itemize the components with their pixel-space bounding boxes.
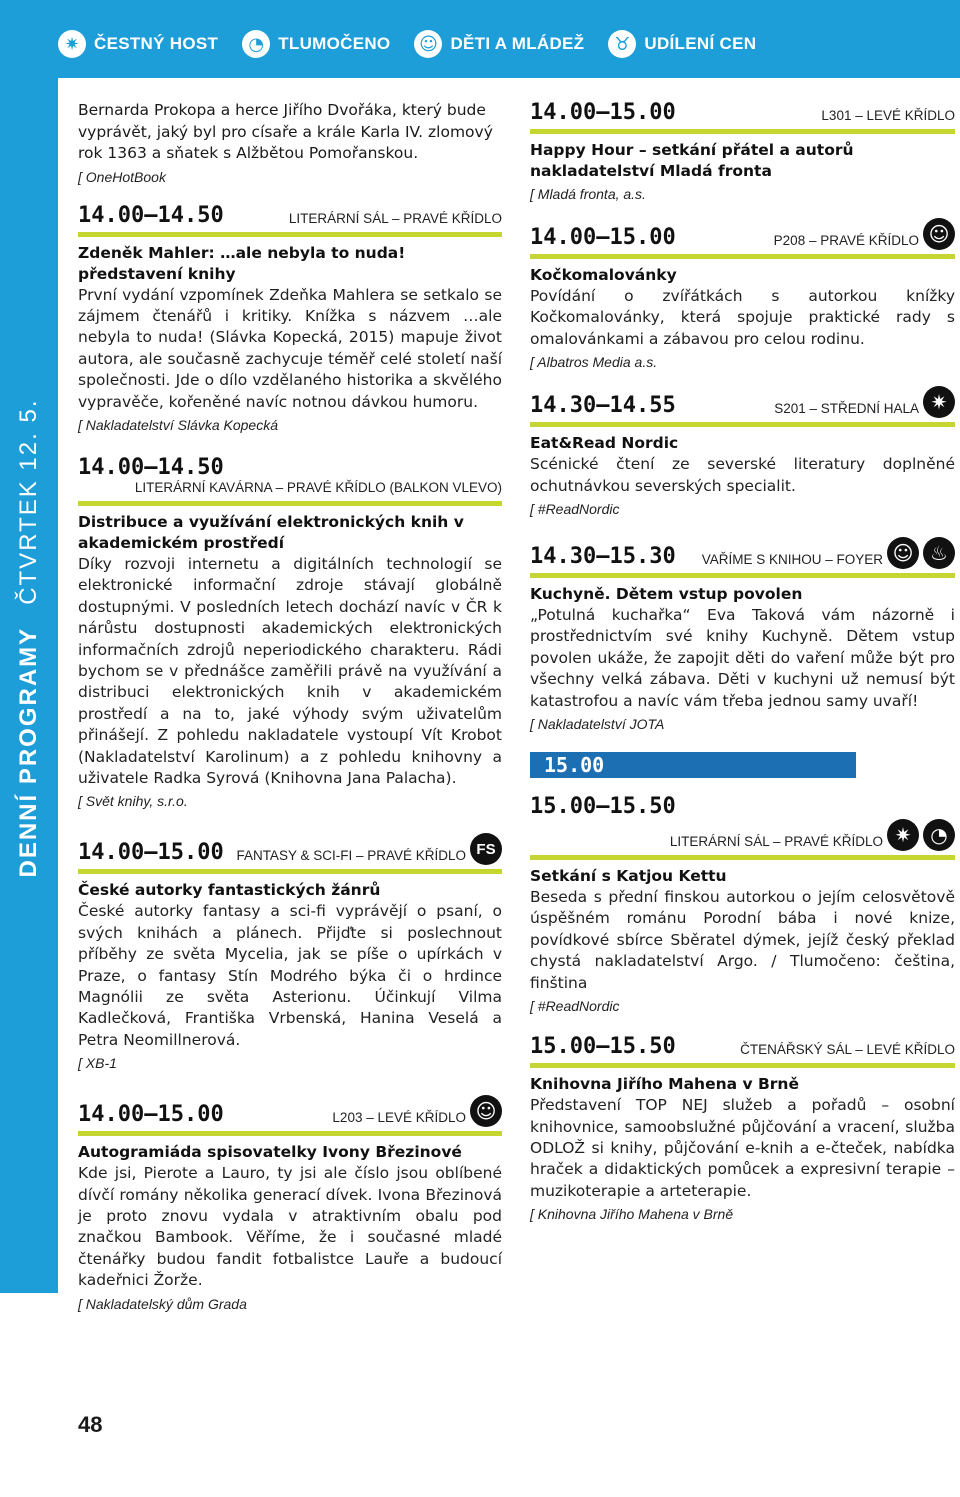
event-organizer: [ Nakladatelství Slávka Kopecká <box>78 416 278 433</box>
side-bar <box>0 78 58 1293</box>
event-time: 14.00–15.00 <box>78 840 224 866</box>
event-header <box>78 1095 502 1136</box>
event-organizer: [ #ReadNordic <box>530 998 620 1015</box>
event-title: Setkání s Katjou Kettu <box>530 867 727 886</box>
event-time: 15.00–15.50 <box>530 794 676 820</box>
smiley-icon: ☺ <box>414 30 442 58</box>
day-label: ČTVRTEK 12. 5. <box>15 398 42 605</box>
left-column <box>78 100 502 1314</box>
event-location: LITERÁRNÍ SÁL – PRAVÉ KŘÍDLO <box>669 834 883 850</box>
smiley-icon: ☺ <box>470 1095 502 1127</box>
event-description: Představení TOP NEJ služeb a pořadů – osobní knihovnice, samoobslužné půjčování a vracení, služba ODLOŽ si knihy, půjčování e-knih a e-čteček, nabídka hraček a didaktických pomůcek a expresivní terapie – muzikoterapie a arteterapie. <box>530 1096 955 1200</box>
event-location: ČTENÁŘSKÝ SÁL – LEVÉ KŘÍDLO <box>740 1042 955 1058</box>
event-time: 15.00–15.50 <box>530 1034 676 1060</box>
event-location-group <box>774 386 955 418</box>
cooking-pot-icon: ♨ <box>923 537 955 569</box>
event-location: LITERÁRNÍ KAVÁRNA – PRAVÉ KŘÍDLO (BALKON VLEVO) <box>134 479 502 495</box>
event-header <box>530 386 955 427</box>
star-icon: ✷ <box>58 30 86 58</box>
event-organizer: [ Knihovna Jiřího Mahena v Brně <box>530 1206 734 1223</box>
event-location-group <box>702 537 955 569</box>
event-time: 14.30–15.30 <box>530 544 676 570</box>
event-location: P208 – PRAVÉ KŘÍDLO <box>773 233 919 248</box>
event-ebooks <box>78 455 502 811</box>
event-time: 14.00–15.00 <box>530 225 676 250</box>
event-time: 14.00–15.00 <box>530 100 676 125</box>
smiley-icon: ☺ <box>887 537 919 569</box>
event-location: S201 – STŘEDNÍ HALA <box>774 401 919 417</box>
event-title: Knihovna Jiřího Mahena v Brně <box>530 1075 799 1094</box>
event-location-group <box>774 218 955 250</box>
event-header <box>530 1034 955 1068</box>
event-organizer: [ Mladá fronta, a.s. <box>530 186 646 202</box>
legend-item-awards <box>608 30 756 58</box>
legend-item-kids <box>414 30 584 58</box>
time-divider-label: 15.00 <box>530 752 856 778</box>
event-description: První vydání vzpomínek Zdeňka Mahlera se setkalo se zájmem čtenářů i kritiky. Knížka s názvem …ale nebyla to nuda! (Slávka Kopecká, 2015) mapuje život autora, ale současně zachycuje téměř celé století naší společnosti. Jde o dílo vzdělaného historika a skvělého vypravěče, kořeněné navíc notnou dávkou humoru. <box>78 285 502 411</box>
event-title: Kočkomalovánky <box>530 266 677 284</box>
event-organizer: [ #ReadNordic <box>530 501 620 518</box>
legend-label: ČESTNÝ HOST <box>94 34 219 53</box>
page-number: 48 <box>78 1412 103 1437</box>
event-fantasy-authors <box>78 833 502 1073</box>
event-time: 14.00–14.50 <box>78 454 224 480</box>
legend-item-interpreted <box>242 30 390 58</box>
event-title: Eat&Read Nordic <box>530 434 679 453</box>
event-organizer: [ Nakladatelství JOTA <box>530 716 665 733</box>
intro-continuation <box>78 100 502 187</box>
event-header <box>530 819 955 860</box>
event-title: Distribuce a využívání elektronických knih v akademickém prostředí <box>78 512 464 552</box>
event-header <box>530 537 955 578</box>
event-title: Happy Hour – setkání přátel a autorů nakladatelství Mladá fronta <box>530 141 854 180</box>
event-location-group <box>332 1095 502 1127</box>
section-title: DENNÍ PROGRAMY <box>15 626 42 878</box>
event-happy-hour <box>530 100 955 204</box>
event-location: L301 – LEVÉ KŘÍDLO <box>821 108 955 123</box>
smiley-icon: ☺ <box>923 218 955 250</box>
event-description: Povídání o zvířátkách s autorkou knížky Kočkomalovánky, která spojuje praktické rady s omalovánkami a zábavou pro celou rodinu. <box>530 287 955 348</box>
fantasy-scifi-badge-icon: FS <box>470 833 502 865</box>
award-icon: ♉ <box>608 30 636 58</box>
event-description: „Potulná kuchařka“ Eva Taková vám názorně i prostřednictvím své knihy Kuchyně. Dětem vstup povolen ukáže, že zapojit děti do vaření může být pro všechny velká zábava. Děti v kuchyni už nemusí být katastrofou a navíc vám třeba jednou samy uvaří! <box>530 606 955 710</box>
event-location: L203 – LEVÉ KŘÍDLO <box>332 1110 466 1126</box>
event-knihovna-mahena <box>530 1034 955 1224</box>
event-title: České autorky fantastických žánrů <box>78 881 381 900</box>
event-header <box>530 100 955 134</box>
event-header <box>530 218 955 259</box>
event-time: 14.30–14.55 <box>530 393 676 419</box>
event-location: VAŘÍME S KNIHOU – FOYER <box>701 552 883 568</box>
event-title: Zdeněk Mahler: …ale nebyla to nuda! představení knihy <box>78 243 406 283</box>
event-mahler <box>78 203 502 435</box>
time-divider <box>530 752 955 778</box>
event-title: Kuchyně. Dětem vstup povolen <box>530 585 803 604</box>
event-location-group <box>670 819 955 851</box>
right-column <box>530 100 955 1224</box>
event-location-group <box>236 833 502 865</box>
legend-bar <box>0 0 960 78</box>
event-description: Scénické čtení ze severské literatury doplněné ochutnávkou severských specialit. <box>530 455 955 495</box>
event-organizer: [ XB-1 <box>78 1055 117 1072</box>
event-eat-read-nordic <box>530 386 955 519</box>
event-header <box>78 833 502 874</box>
speech-head-icon: ◔ <box>923 819 955 851</box>
event-organizer: [ Albatros Media a.s. <box>530 354 658 371</box>
speech-head-icon: ◔ <box>242 30 270 58</box>
intro-source: [ OneHotBook <box>78 168 166 185</box>
legend <box>58 30 780 58</box>
star-icon: ✷ <box>887 819 919 851</box>
legend-item-honored-guest <box>58 30 218 58</box>
star-icon: ✷ <box>923 386 955 418</box>
event-time: 14.00–15.00 <box>78 1102 224 1128</box>
event-title: Autogramiáda spisovatelky Ivony Březinové <box>78 1143 462 1162</box>
event-organizer: [ Svět knihy, s.r.o. <box>78 793 188 810</box>
event-description: České autorky fantasy a sci-fi vyprávějí o psaní, o svých knihách a plánech. Přijďte si poslechnout příběhy ze světa Mycelia, jak se píše o upírkách v Praze, o fantasy Stín Modrého býka či o hrdince Magnólii ze světa Asterionu. Účinkují Vilma Kadlečková, Františka Vrbenská, Hanina Veselá a Petra Neomillnerová. <box>78 902 502 1049</box>
event-katja-kettu <box>530 794 955 1016</box>
event-location: FANTASY & SCI-FI – PRAVÉ KŘÍDLO <box>236 848 466 864</box>
event-kuchyne <box>530 537 955 734</box>
event-header <box>78 480 502 506</box>
event-kockomalovanky <box>530 218 955 372</box>
event-time: 14.00–14.50 <box>78 202 224 228</box>
event-header <box>78 203 502 237</box>
legend-label: DĚTI A MLÁDEŽ <box>450 34 585 53</box>
legend-label: TLUMOČENO <box>278 34 391 53</box>
legend-label: UDÍLENÍ CEN <box>644 34 757 53</box>
event-autograph <box>78 1095 502 1313</box>
event-location: LITERÁRNÍ SÁL – PRAVÉ KŘÍDLO <box>288 210 502 226</box>
side-heading <box>15 399 43 878</box>
event-organizer: [ Nakladatelský dům Grada <box>78 1295 247 1312</box>
event-description: Kde jsi, Pierote a Lauro, ty jsi ale číslo jsou oblíbené dívčí romány několika generací dívek. Ivona Březinová je proto znovu vydala v atraktivním obalu pod značkou Bambook. Věříme, že i současné mladé čtenářky budou fandit fotbalistce Lauře a budoucí kadeřnici Žorže. <box>78 1164 502 1290</box>
event-description: Beseda s přední finskou autorkou o jejím celosvětově úspěšném románu Porodní bába i nové knize, povídkové sbírce Sběratel dýmek, jejíž český překlad chystá nakladatelství Argo. / Tlumočeno: čeština, finština <box>530 888 955 992</box>
intro-text: Bernarda Prokopa a herce Jiřího Dvořáka, který bude vyprávět, jaký byl pro císaře a krále Karla IV. zlomový rok 1363 a sňatek s Alžbětou Pomořanskou. <box>78 101 493 162</box>
event-description: Díky rozvoji internetu a digitálních technologií se elektronické informační zdroje stávají globálně dostupnými. V posledních letech dochází navíc v ČR k nárůstu dostupnosti akademických elektronických informačních zdrojů neperiodického charakteru. Rádi bychom se v přednášce zaměřili právě na využívání a distribuci elektronických knih v akademickém prostředí a na to, jaké výhody svým uživatelům přinášejí. Z pohledu nakladatele vystoupí Vít Krobot (Nakladatelství Karolinum) a z pohledu knihovny a uživatele Radka Syrová (Knihovna Jana Palacha). <box>78 554 502 787</box>
